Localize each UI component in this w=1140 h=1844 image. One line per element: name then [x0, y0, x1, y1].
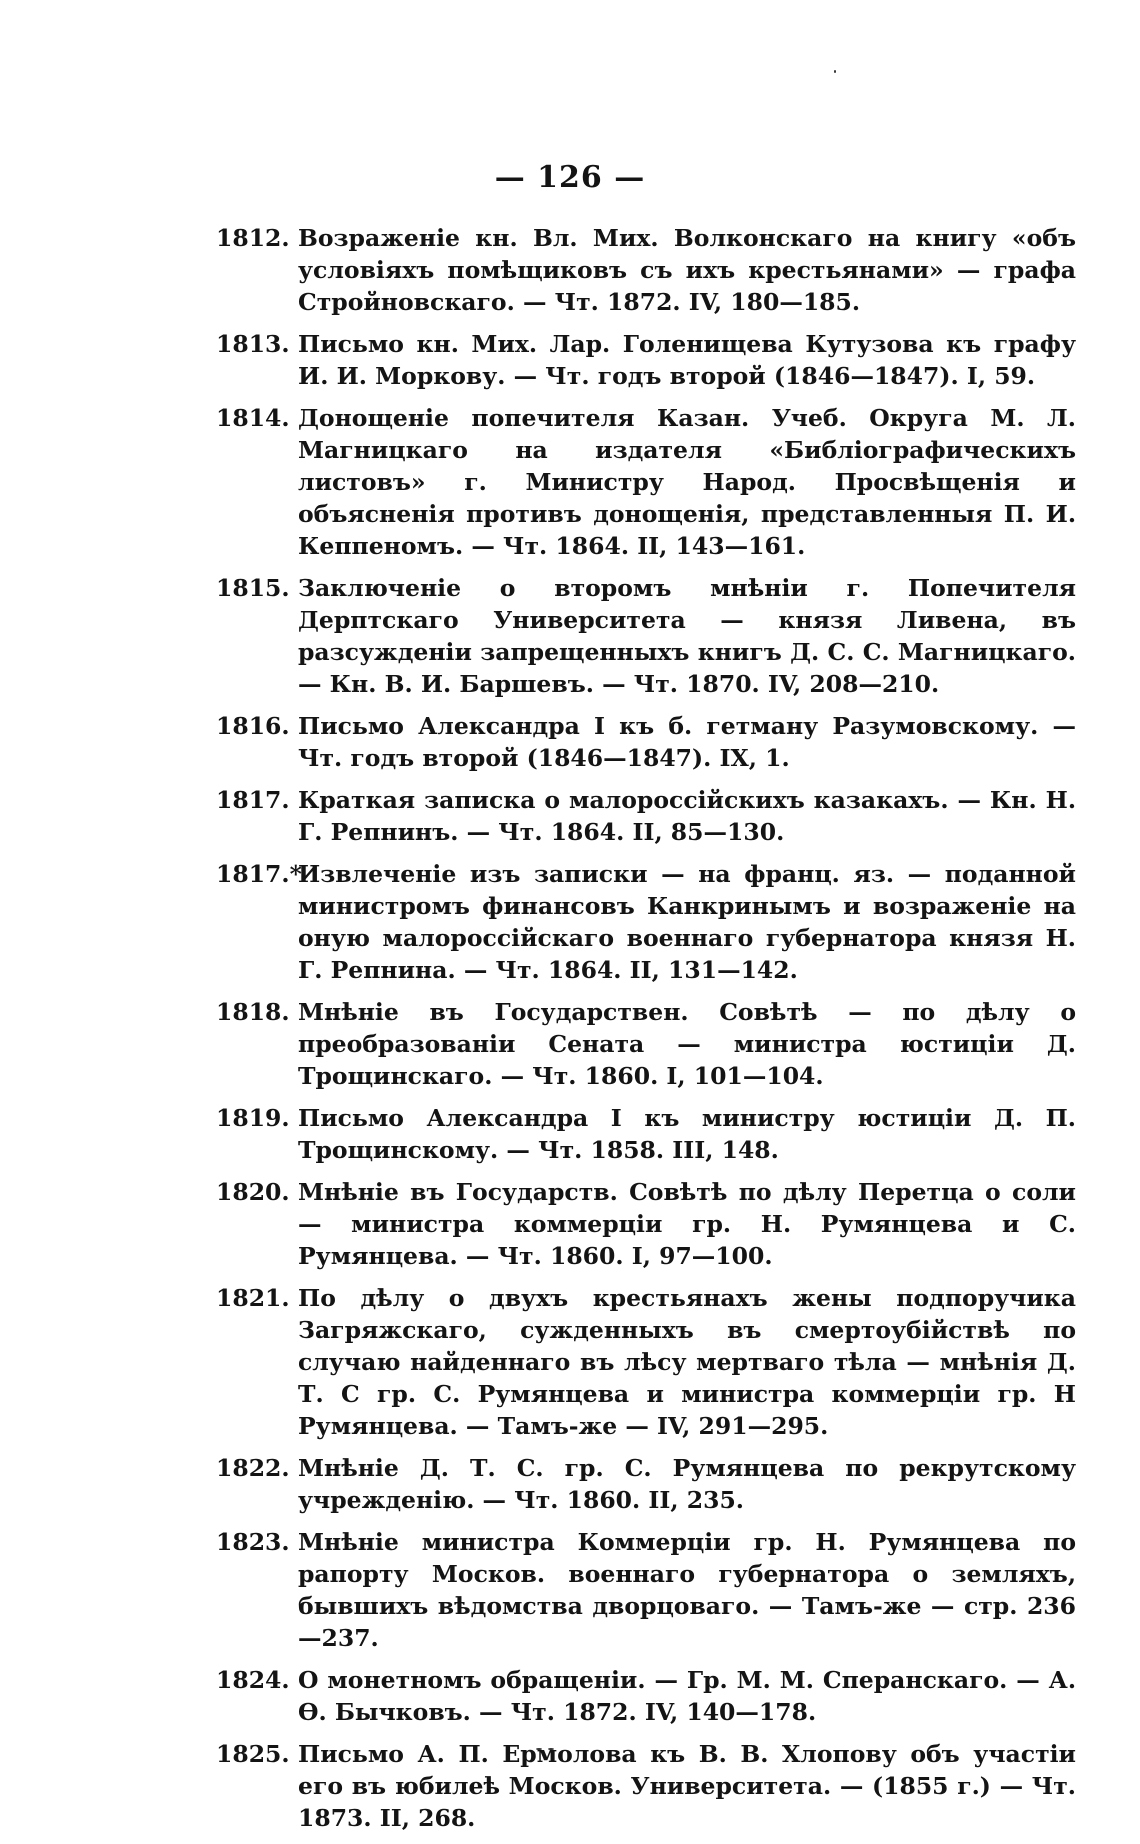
bibliography-entry	[216, 1102, 1076, 1166]
bibliography-entry	[216, 858, 1076, 986]
entry-text: Мнѣніе въ Государств. Совѣтѣ по дѣлу Перетца о соли — министра коммерціи гр. Н. Румянцева и С. Румянцева. — Чт. 1860. I, 97—100.	[298, 1178, 1076, 1270]
entry-text: Мнѣніе министра Коммерціи гр. Н. Румянцева по рапорту Москов. военнаго губернатора о земляхъ, бывшихъ вѣдомства дворцоваго. — Тамъ-же — стр. 236—237.	[298, 1528, 1076, 1652]
bibliography-entry	[216, 1282, 1076, 1442]
bibliography-entry	[216, 328, 1076, 392]
entry-number: 1821.	[216, 1284, 290, 1312]
entry-text: Мнѣніе въ Государствен. Совѣтѣ — по дѣлу о преобразованіи Сената — министра юстиціи Д. Трощинскаго. — Чт. 1860. I, 101—104.	[298, 998, 1076, 1090]
entry-number: 1825.	[216, 1740, 290, 1768]
entry-text: Письмо кн. Мих. Лар. Голенищева Кутузова къ графу И. И. Моркову. — Чт. годъ второй (1846—1847). I, 59.	[298, 330, 1076, 390]
bibliography-entry	[216, 710, 1076, 774]
bibliography-entry	[216, 572, 1076, 700]
bibliography-entry	[216, 1738, 1076, 1834]
entry-text: Письмо А. П. Ермолова къ В. В. Хлопову объ участіи его въ юбилеѣ Москов. Университета. — (1855 г.) — Чт. 1873. II, 268.	[298, 1740, 1076, 1832]
bibliography-entry	[216, 1526, 1076, 1654]
entry-number: 1813.	[216, 330, 290, 358]
entry-number: 1816.	[216, 712, 290, 740]
entry-number: 1817.*	[216, 860, 302, 888]
entry-number: 1824.	[216, 1666, 290, 1694]
page-number: — 126 —	[494, 160, 646, 195]
entry-number: 1820.	[216, 1178, 290, 1206]
entry-text: Письмо Александра I къ министру юстиціи Д. П. Трощинскому. — Чт. 1858. III, 148.	[298, 1104, 1076, 1164]
entry-text: Донощеніе попечителя Казан. Учеб. Округа М. Л. Магницкаго на издателя «Библіографическихъ листовъ» г. Министру Народ. Просвѣщенія и объясненія противъ донощенія, представленныя П. И. Кеппеномъ. — Чт. 1864. II, 143—161.	[298, 404, 1076, 560]
entry-number: 1818.	[216, 998, 290, 1026]
entry-number: 1817.	[216, 786, 290, 814]
bibliography-entry	[216, 1664, 1076, 1728]
bibliography-entry	[216, 996, 1076, 1092]
bibliography-entry	[216, 1176, 1076, 1272]
entry-number: 1812.	[216, 224, 290, 252]
entry-text: По дѣлу о двухъ крестьянахъ жены подпоручика Загряжскаго, сужденныхъ въ смертоубійствѣ по случаю найденнаго въ лѣсу мертваго тѣла — мнѣнія Д. Т. С гр. С. Румянцева и министра коммерціи гр. Н Румянцева. — Тамъ-же — IV, 291—295.	[298, 1284, 1076, 1440]
entry-text: Письмо Александра I къ б. гетману Разумовскому. — Чт. годъ второй (1846—1847). IX, 1.	[298, 712, 1076, 772]
entry-text: Мнѣніе Д. Т. С. гр. С. Румянцева по рекрутскому учрежденію. — Чт. 1860. II, 235.	[298, 1454, 1076, 1514]
entry-text: Заключеніе о второмъ мнѣніи г. Попечителя Дерптскаго Университета — князя Ливена, въ разсужденіи запрещенныхъ книгъ Д. С. С. Магницкаго. — Кн. В. И. Баршевъ. — Чт. 1870. IV, 208—210.	[298, 574, 1076, 698]
entry-number: 1815.	[216, 574, 290, 602]
entry-number: 1822.	[216, 1454, 290, 1482]
bibliography-entry	[216, 1452, 1076, 1516]
entry-number: 1819.	[216, 1104, 290, 1132]
entry-text: Краткая записка о малороссійскихъ казакахъ. — Кн. Н. Г. Репнинъ. — Чт. 1864. II, 85—130.	[298, 786, 1076, 846]
entry-text: Возраженіе кн. Вл. Мих. Волконскаго на книгу «объ условіяхъ помѣщиковъ съ ихъ крестьянами» — графа Стройновскаго. — Чт. 1872. IV, 180—185.	[298, 224, 1076, 316]
entry-number: 1823.	[216, 1528, 290, 1556]
entry-text: О монетномъ обращеніи. — Гр. М. М. Сперанскаго. — А. Ѳ. Бычковъ. — Чт. 1872. IV, 140—178.	[298, 1666, 1076, 1726]
bibliography-entry	[216, 402, 1076, 562]
bibliography-list	[216, 222, 1076, 1844]
ink-speck	[834, 70, 836, 73]
bibliography-entry	[216, 222, 1076, 318]
bibliography-entry	[216, 784, 1076, 848]
entry-text: Извлеченіе изъ записки — на франц. яз. — поданной министромъ финансовъ Канкринымъ и возраженіе на оную малороссійскаго военнаго губернатора князя Н. Г. Репнина. — Чт. 1864. II, 131—142.	[298, 860, 1076, 984]
entry-number: 1814.	[216, 404, 290, 432]
